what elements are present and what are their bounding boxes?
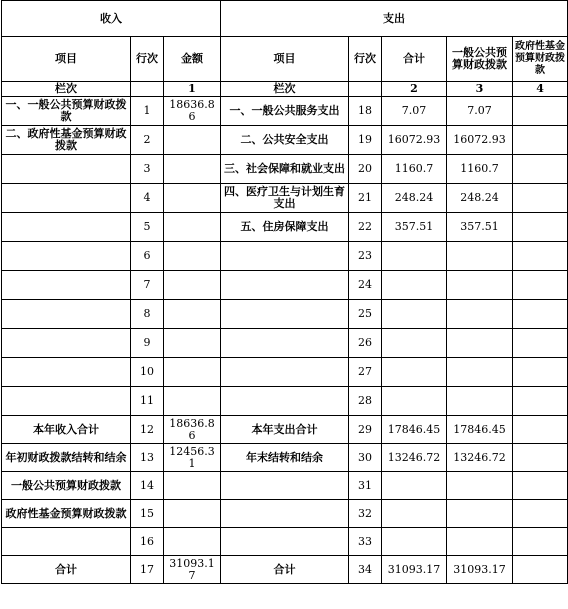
income-row-no: 13 [131, 444, 164, 472]
total-value: 31093.17 [382, 556, 447, 584]
expense-item: 二、公共安全支出 [221, 126, 349, 155]
total-value [382, 271, 447, 300]
expense-item [221, 358, 349, 387]
general-budget-value [447, 271, 513, 300]
section-header-row [2, 1, 568, 37]
general-budget-value [447, 387, 513, 416]
total-header: 合计 [382, 37, 447, 82]
table-row [2, 300, 568, 329]
gov-fund-value [513, 155, 568, 184]
gov-fund-value [513, 271, 568, 300]
expense-header: 支出 [221, 1, 568, 37]
income-row-no: 14 [131, 472, 164, 500]
income-item [2, 387, 131, 416]
total-value: 1160.7 [382, 155, 447, 184]
expense-row-no: 26 [349, 329, 382, 358]
expense-row-no: 18 [349, 97, 382, 126]
income-item: 二、政府性基金预算财政拨款 [2, 126, 131, 155]
gov-fund-value [513, 387, 568, 416]
general-budget-header: 一般公共预算财政拨款 [447, 37, 513, 82]
table-row [2, 155, 568, 184]
index-c1: 1 [164, 82, 221, 97]
general-budget-value: 17846.45 [447, 416, 513, 444]
expense-row-no: 25 [349, 300, 382, 329]
table-row [2, 416, 568, 444]
table-row [2, 242, 568, 271]
income-item [2, 358, 131, 387]
expense-item: 一、一般公共服务支出 [221, 97, 349, 126]
index-c4: 4 [513, 82, 568, 97]
table-row [2, 444, 568, 472]
income-item-header: 项目 [2, 37, 131, 82]
index-c3: 3 [447, 82, 513, 97]
gov-fund-value [513, 300, 568, 329]
index-label-2: 栏次 [221, 82, 349, 97]
gov-fund-value [513, 126, 568, 155]
income-item [2, 155, 131, 184]
general-budget-value [447, 242, 513, 271]
income-amount [164, 500, 221, 528]
general-budget-value: 16072.93 [447, 126, 513, 155]
expense-row-no: 19 [349, 126, 382, 155]
income-amount: 31093.17 [164, 556, 221, 584]
expense-item: 年末结转和结余 [221, 444, 349, 472]
general-budget-value [447, 300, 513, 329]
income-item: 年初财政拨款结转和结余 [2, 444, 131, 472]
income-row-no: 4 [131, 184, 164, 213]
income-amount: 18636.86 [164, 416, 221, 444]
expense-row-no: 27 [349, 358, 382, 387]
general-budget-value [447, 358, 513, 387]
income-header: 收入 [2, 1, 221, 37]
general-budget-value: 31093.17 [447, 556, 513, 584]
income-item [2, 300, 131, 329]
income-amount [164, 528, 221, 556]
income-row-no: 10 [131, 358, 164, 387]
expense-item: 本年支出合计 [221, 416, 349, 444]
income-amount [164, 242, 221, 271]
expense-item [221, 387, 349, 416]
income-item: 本年收入合计 [2, 416, 131, 444]
income-item: 政府性基金预算财政拨款 [2, 500, 131, 528]
income-amount [164, 271, 221, 300]
index-blank-2 [349, 82, 382, 97]
expense-item-header: 项目 [221, 37, 349, 82]
general-budget-value: 13246.72 [447, 444, 513, 472]
expense-item: 五、住房保障支出 [221, 213, 349, 242]
total-value [382, 242, 447, 271]
gov-fund-value [513, 358, 568, 387]
income-row-no: 15 [131, 500, 164, 528]
income-item [2, 242, 131, 271]
income-item [2, 329, 131, 358]
income-row-no: 7 [131, 271, 164, 300]
income-item [2, 184, 131, 213]
table-row [2, 472, 568, 500]
total-value: 13246.72 [382, 444, 447, 472]
expense-item [221, 472, 349, 500]
income-amount [164, 184, 221, 213]
total-value: 17846.45 [382, 416, 447, 444]
budget-table [1, 0, 568, 584]
income-amount [164, 213, 221, 242]
expense-row-no: 32 [349, 500, 382, 528]
income-item [2, 528, 131, 556]
expense-row-no: 31 [349, 472, 382, 500]
column-index-row [2, 82, 568, 97]
gov-fund-value [513, 444, 568, 472]
total-value: 357.51 [382, 213, 447, 242]
table-row [2, 387, 568, 416]
expense-item: 三、社会保障和就业支出 [221, 155, 349, 184]
income-row-no: 5 [131, 213, 164, 242]
general-budget-value: 357.51 [447, 213, 513, 242]
income-item: 合计 [2, 556, 131, 584]
table-row [2, 184, 568, 213]
table-row [2, 358, 568, 387]
income-amount [164, 472, 221, 500]
total-value [382, 528, 447, 556]
total-value [382, 500, 447, 528]
income-row-no: 8 [131, 300, 164, 329]
general-budget-value: 248.24 [447, 184, 513, 213]
income-amount: 18636.86 [164, 97, 221, 126]
expense-item [221, 242, 349, 271]
gov-fund-value [513, 472, 568, 500]
general-budget-value [447, 472, 513, 500]
expense-row-no: 20 [349, 155, 382, 184]
income-amount-header: 金额 [164, 37, 221, 82]
gov-fund-value [513, 213, 568, 242]
expense-row-no: 33 [349, 528, 382, 556]
income-amount [164, 300, 221, 329]
expense-row-no: 24 [349, 271, 382, 300]
income-amount [164, 155, 221, 184]
total-value [382, 300, 447, 329]
income-row-no: 2 [131, 126, 164, 155]
gov-fund-value [513, 416, 568, 444]
expense-row-no: 29 [349, 416, 382, 444]
table-row [2, 500, 568, 528]
general-budget-value: 7.07 [447, 97, 513, 126]
total-value: 16072.93 [382, 126, 447, 155]
expense-item: 合计 [221, 556, 349, 584]
general-budget-value [447, 329, 513, 358]
income-amount [164, 358, 221, 387]
income-item [2, 213, 131, 242]
table-row [2, 556, 568, 584]
expense-item [221, 271, 349, 300]
column-header-row [2, 37, 568, 82]
total-value [382, 329, 447, 358]
income-row-no: 17 [131, 556, 164, 584]
income-amount: 12456.31 [164, 444, 221, 472]
gov-fund-value [513, 329, 568, 358]
expense-row-no: 23 [349, 242, 382, 271]
gov-fund-value [513, 184, 568, 213]
income-amount [164, 126, 221, 155]
income-item [2, 271, 131, 300]
expense-item [221, 300, 349, 329]
total-value: 248.24 [382, 184, 447, 213]
table-row [2, 329, 568, 358]
income-row-no: 9 [131, 329, 164, 358]
table-row [2, 97, 568, 126]
income-row-no-header: 行次 [131, 37, 164, 82]
income-row-no: 1 [131, 97, 164, 126]
income-row-no: 6 [131, 242, 164, 271]
income-item: 一、一般公共预算财政拨款 [2, 97, 131, 126]
expense-item: 四、医疗卫生与计划生育支出 [221, 184, 349, 213]
expense-item [221, 500, 349, 528]
gov-fund-value [513, 97, 568, 126]
table-row [2, 126, 568, 155]
gov-fund-header: 政府性基金预算财政拨款 [513, 37, 568, 82]
income-row-no: 3 [131, 155, 164, 184]
total-value [382, 472, 447, 500]
general-budget-value: 1160.7 [447, 155, 513, 184]
income-amount [164, 387, 221, 416]
index-blank [131, 82, 164, 97]
total-value: 7.07 [382, 97, 447, 126]
income-amount [164, 329, 221, 358]
gov-fund-value [513, 556, 568, 584]
total-value [382, 358, 447, 387]
table-row [2, 528, 568, 556]
gov-fund-value [513, 528, 568, 556]
expense-row-no: 22 [349, 213, 382, 242]
expense-item [221, 528, 349, 556]
index-c2: 2 [382, 82, 447, 97]
table-row [2, 271, 568, 300]
gov-fund-value [513, 500, 568, 528]
income-row-no: 11 [131, 387, 164, 416]
expense-row-no: 34 [349, 556, 382, 584]
expense-item [221, 329, 349, 358]
table-row [2, 213, 568, 242]
expense-row-no-header: 行次 [349, 37, 382, 82]
expense-row-no: 28 [349, 387, 382, 416]
index-label: 栏次 [2, 82, 131, 97]
expense-row-no: 30 [349, 444, 382, 472]
general-budget-value [447, 528, 513, 556]
income-row-no: 16 [131, 528, 164, 556]
general-budget-value [447, 500, 513, 528]
expense-row-no: 21 [349, 184, 382, 213]
gov-fund-value [513, 242, 568, 271]
total-value [382, 387, 447, 416]
income-item: 一般公共预算财政拨款 [2, 472, 131, 500]
income-row-no: 12 [131, 416, 164, 444]
